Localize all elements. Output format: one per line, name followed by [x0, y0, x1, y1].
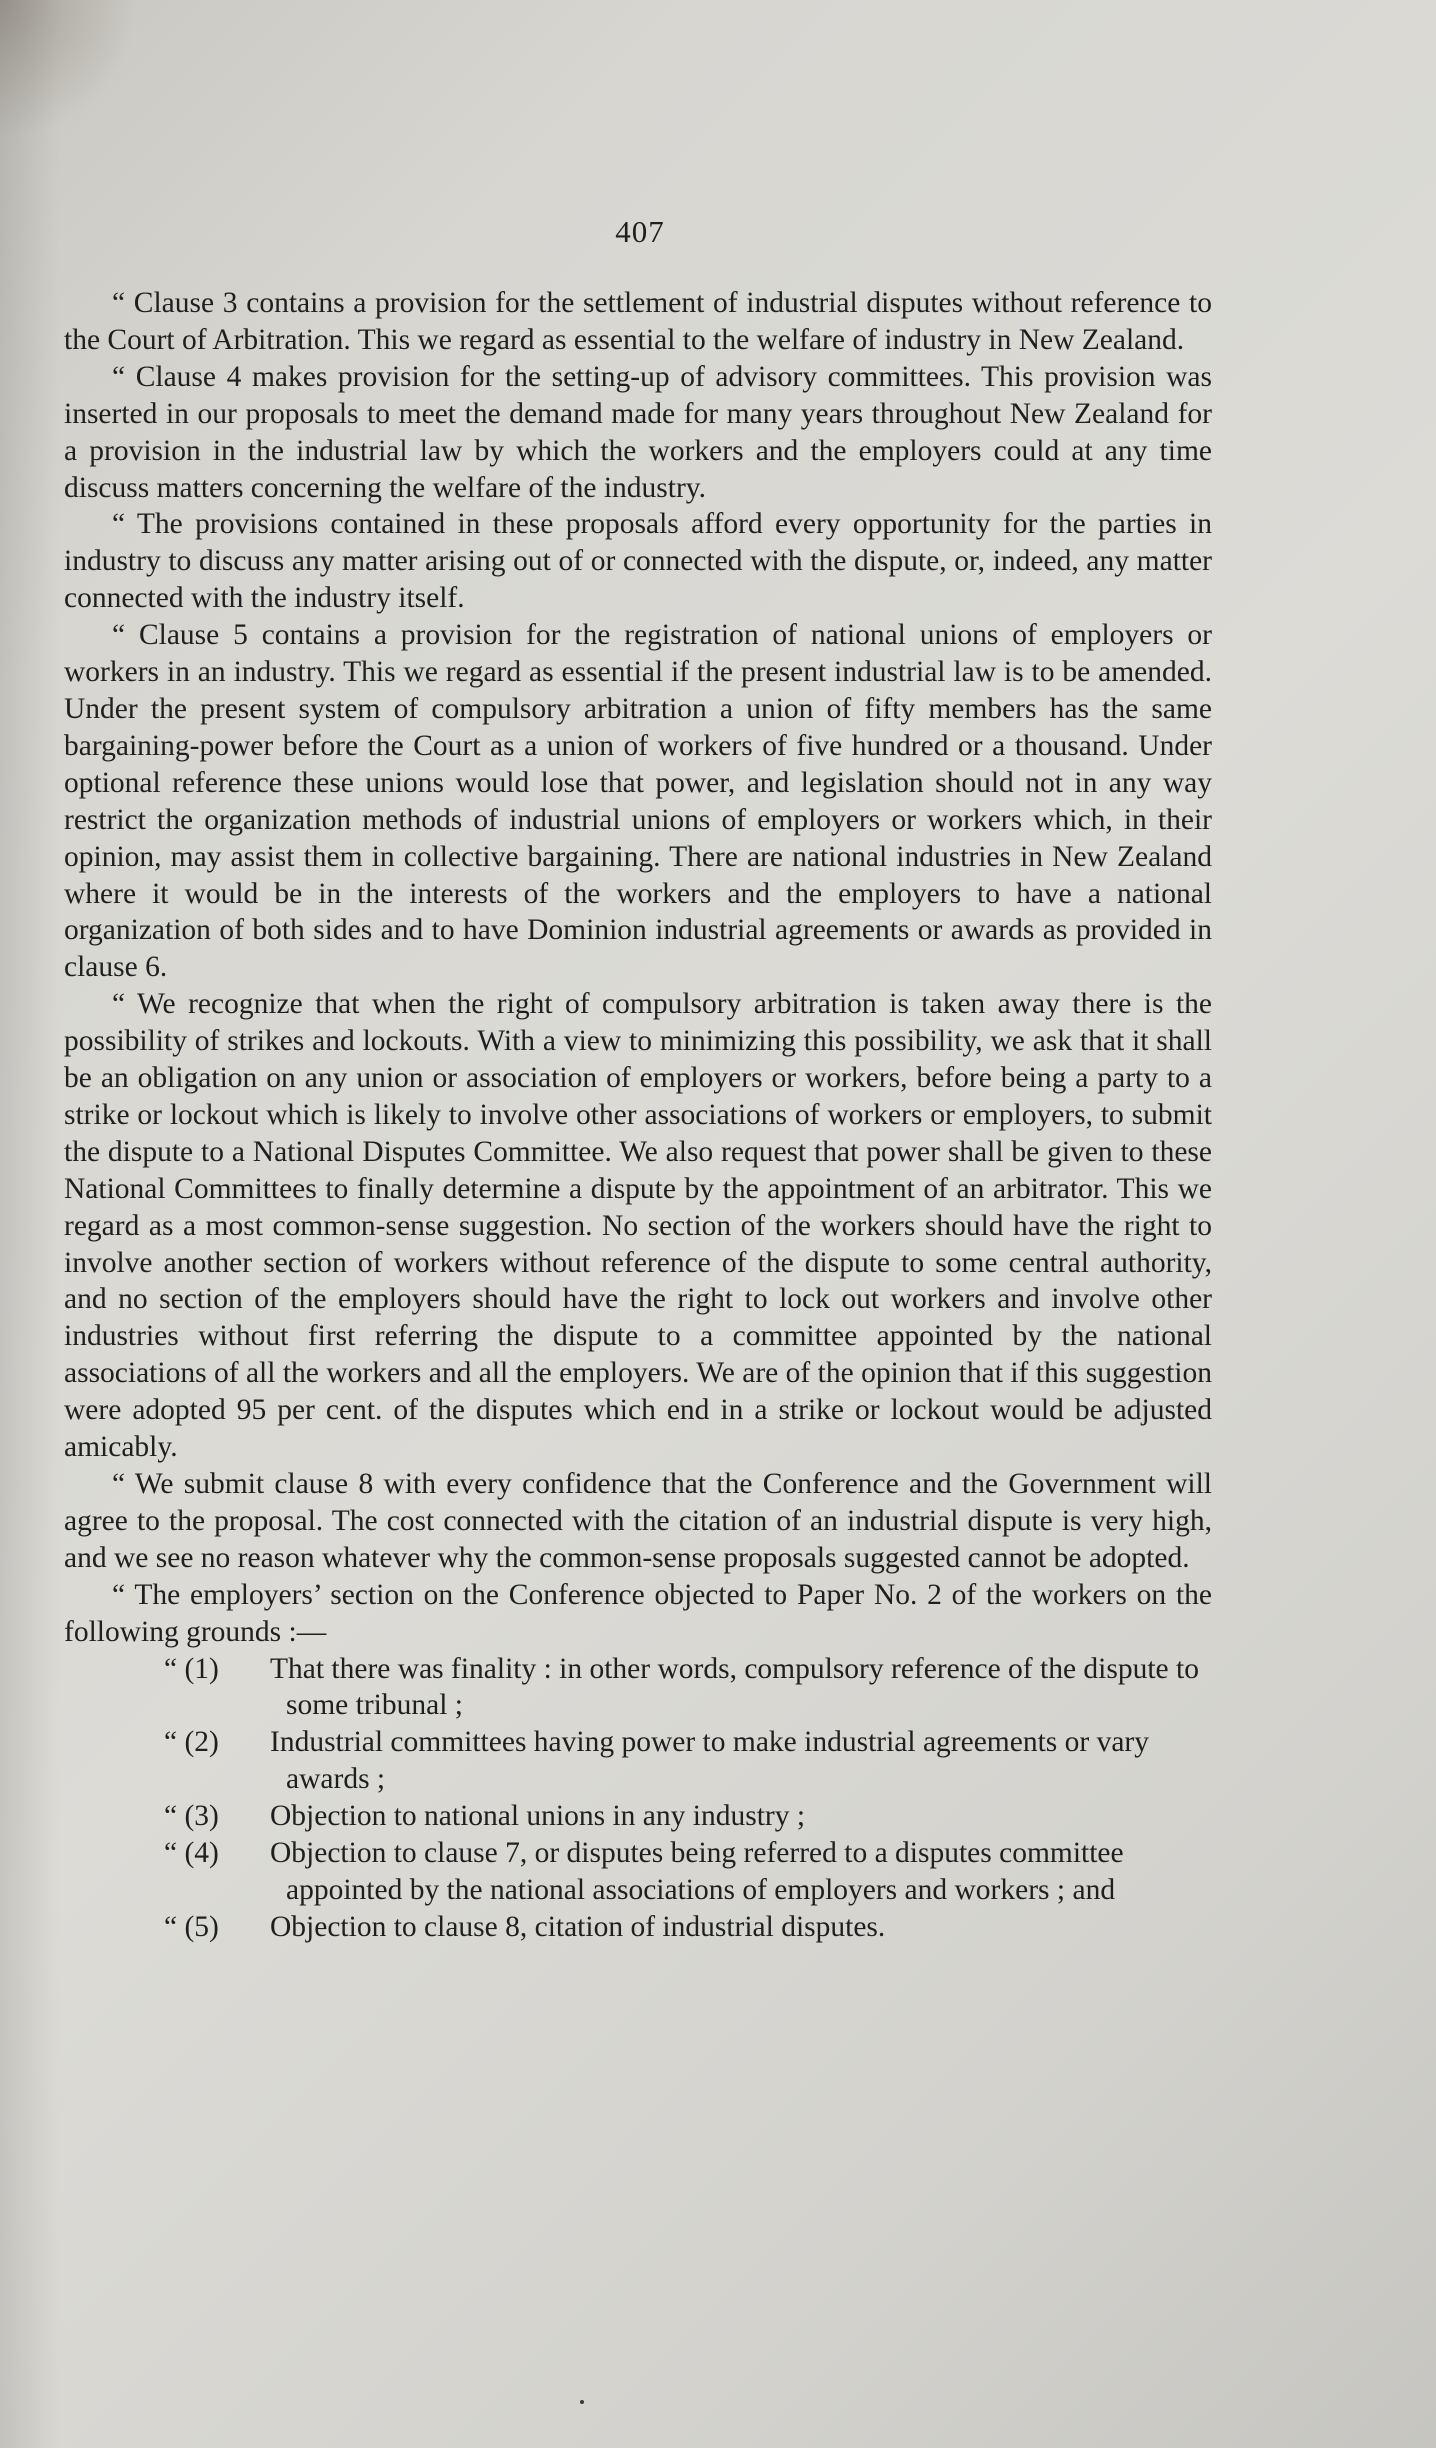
ground-text: Objection to clause 8, citation of industrial disputes. [270, 1910, 886, 1943]
ground-text: Industrial committees having power to make industrial agreements or vary awards ; [270, 1726, 1150, 1796]
paragraph-clause-5: “ Clause 5 contains a provision for the registration of national unions of employers or workers in an industry. This we regard as essential if the present industrial law is to be amended. Under the present system of compulsory arbitration a union of fifty members has the same bargaining-power before the Court as a union of workers of five hundred or a thousand. Under optional reference these unions would lose that power, and legislation should not in any way restrict the organization methods of industrial unions of employers or workers which, in their opinion, may assist them in collective bargaining. There are national industries in New Zealand where it would be in the interests of the workers and the employers to have a national organization of both sides and to have Dominion industrial agreements or awards as provided in clause 6. [64, 619, 1212, 984]
page-edge-shadow [0, 0, 60, 2448]
paragraph-clause-4: “ Clause 4 makes provision for the setting-up of advisory committees. This provision was inserted in our proposals to meet the demand made for many years throughout New Zealand for a provision in the industrial law by which the workers and the employers could at any time discuss matters concerning the welfare of the industry. [64, 360, 1212, 504]
page-number: 407 [615, 214, 665, 249]
ground-marker: “ (1) [164, 1652, 219, 1685]
ground-item-4 [64, 1835, 1212, 1909]
ground-marker: “ (4) [164, 1837, 219, 1870]
ground-marker: “ (2) [164, 1726, 219, 1759]
page-corner-shadow [0, 0, 140, 140]
ground-item-2 [64, 1724, 1212, 1798]
ground-text: That there was finality : in other words, compulsory reference of the dispute to some tribunal ; [270, 1652, 1199, 1722]
ground-item-1 [64, 1651, 1212, 1725]
ground-marker: “ (3) [164, 1800, 219, 1833]
ground-item-5 [64, 1909, 1212, 1946]
document-body [64, 285, 1212, 1946]
stray-ink-dot [580, 2400, 584, 2404]
paragraph-employers-objection: “ The employers’ section on the Conference objected to Paper No. 2 of the workers on the following grounds :— [64, 1578, 1212, 1648]
paragraph-compulsory-arbitration: “ We recognize that when the right of compulsory arbitration is taken away there is the possibility of strikes and lockouts. With a view to minimizing this possibility, we ask that it shall be an obligation on any union or association of employers or workers, before being a party to a strike or lockout which is likely to involve other associations of workers or employers, to submit the dispute to a National Disputes Committee. We also request that power shall be given to these National Committees to finally determine a dispute by the appointment of an arbitrator. This we regard as a most common-sense suggestion. No section of the workers should have the right to involve another section of workers without reference of the dispute to some central authority, and no section of the employers should have the right to lock out workers and involve other industries without first referring the dispute to a committee appointed by the national associations of all the workers and all the employers. We are of the opinion that if this suggestion were adopted 95 per cent. of the disputes which end in a strike or lockout would be adjusted amicably. [64, 988, 1212, 1464]
paragraph-clause-3: “ Clause 3 contains a provision for the settlement of industrial disputes without reference to the Court of Arbitration. This we regard as essential to the welfare of industry in New Zealand. [64, 287, 1212, 356]
ground-text: Objection to clause 7, or disputes being referred to a disputes committee appointed by the national associations of employers and workers ; and [270, 1837, 1124, 1906]
paragraph-provisions: “ The provisions contained in these proposals afford every opportunity for the parties in industry to discuss any matter arising out of or connected with the dispute, or, indeed, any matter connected with the industry itself. [64, 508, 1212, 615]
ground-text: Objection to national unions in any industry ; [270, 1800, 806, 1833]
ground-item-3 [64, 1798, 1212, 1835]
ground-marker: “ (5) [164, 1910, 219, 1943]
paragraph-clause-8: “ We submit clause 8 with every confidence that the Conference and the Government will agree to the proposal. The cost connected with the citation of an industrial dispute is very high, and we see no reason whatever why the common-sense proposals suggested cannot be adopted. [64, 1468, 1212, 1574]
